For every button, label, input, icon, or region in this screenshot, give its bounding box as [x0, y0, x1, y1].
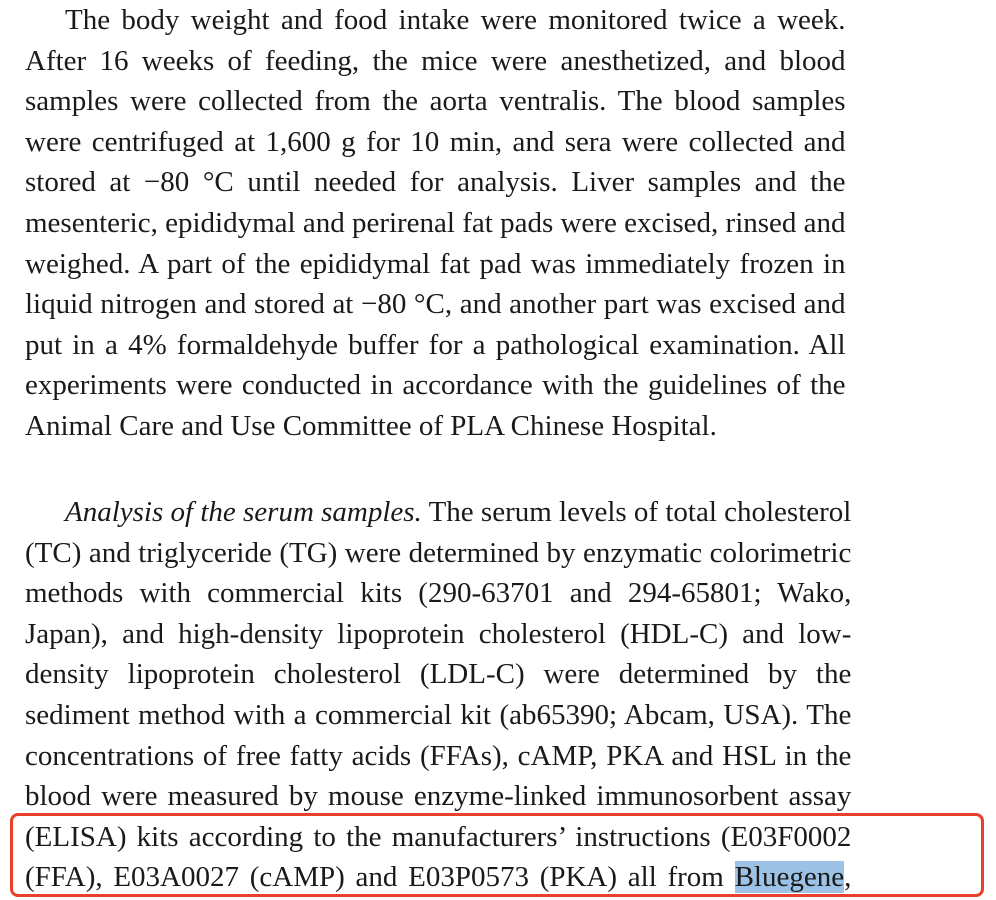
text-line: After 16 weeks of feeding, the mice were anesthetized, and blood	[25, 44, 846, 77]
selected-text-highlight[interactable]: Bluegene	[734, 861, 845, 894]
text-line: Animal Care and Use Committee of PLA Chinese Hospital.	[25, 409, 717, 442]
paragraph-methods-animals	[25, 0, 846, 447]
text-line: methods with commercial kits (290-63701 and 294-65801; Wako,	[25, 577, 852, 610]
text-line: experiments were conducted in accordance with the guidelines of the	[25, 369, 846, 402]
text-line: density lipoprotein cholesterol (LDL-C) were determined by the	[25, 658, 852, 691]
text-line: liquid nitrogen and stored at −80 °C, and another part was excised and	[25, 288, 846, 321]
text-line: samples were collected from the aorta ventralis. The blood samples	[25, 85, 846, 118]
section-heading: Analysis of the serum samples.	[65, 496, 422, 528]
text-line: were centrifuged at 1,600 g for 10 min, and sera were collected and	[25, 125, 846, 158]
text-line	[25, 492, 851, 533]
text-fragment: The serum levels of total cholesterol	[421, 496, 852, 528]
text-line: sediment method with a commercial kit (ab65390; Abcam, USA). The	[25, 698, 852, 731]
text-line: The body weight and food intake were monitored twice a week.	[65, 4, 846, 36]
text-line: blood were measured by mouse enzyme-linked immunosorbent assay	[25, 780, 852, 813]
text-line: concentrations of free fatty acids (FFAs), cAMP, PKA and HSL in the	[25, 739, 852, 772]
text-line	[25, 857, 851, 898]
text-line: Japan), and high-density lipoprotein cholesterol (HDL-C) and low-	[25, 617, 852, 650]
text-fragment: (FFA), E03A0027 (cAMP) and E03P0573 (PKA) all from	[25, 861, 735, 894]
text-line: (ELISA) kits according to the manufacturers’ instructions (E03F0002	[25, 820, 852, 853]
text-line: weighed. A part of the epididymal fat pad was immediately frozen in	[25, 247, 846, 280]
paragraph-serum-analysis	[25, 492, 851, 898]
text-fragment: ,	[844, 861, 852, 894]
text-line: mesenteric, epididymal and perirenal fat pads were excised, rinsed and	[25, 206, 846, 239]
text-line: put in a 4% formaldehyde buffer for a pathological examination. All	[25, 328, 846, 361]
text-line: stored at −80 °C until needed for analysis. Liver samples and the	[25, 166, 846, 199]
text-line: (TC) and triglyceride (TG) were determined by enzymatic colorimetric	[25, 536, 852, 569]
